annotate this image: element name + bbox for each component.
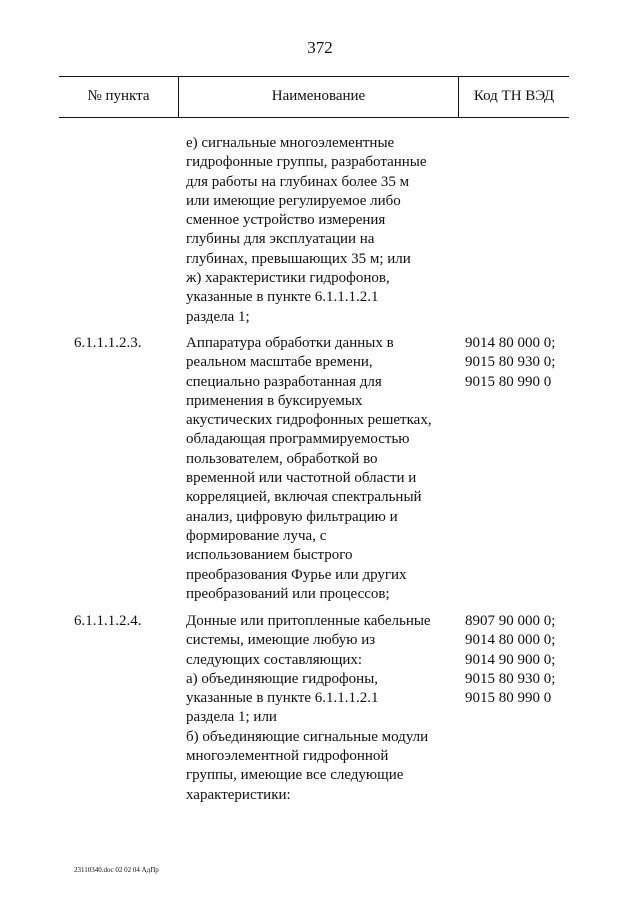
- tnved-code: 9014 80 000 0;: [465, 335, 556, 351]
- page-number: 372: [307, 38, 333, 57]
- text-line: специально разработанная для: [186, 373, 382, 390]
- text-line: пользователем, обработкой во: [186, 450, 378, 467]
- table-header-bottom-rule: [59, 117, 569, 118]
- text-line: системы, имеющие любую из: [186, 632, 376, 649]
- table-header-top-rule: [59, 76, 569, 77]
- tnved-code: 9015 80 930 0;: [465, 670, 556, 687]
- text-line: а) объединяющие гидрофоны,: [186, 670, 379, 687]
- text-line: раздела 1; или: [186, 709, 277, 726]
- text-line: ж) характеристики гидрофонов,: [186, 270, 390, 287]
- text-line: формирование луча, с: [186, 527, 327, 544]
- text-line: группы, имеющие все следующие: [186, 767, 404, 784]
- text-line: е) сигнальные многоэлементные: [186, 135, 395, 151]
- tnved-code: 9014 90 900 0;: [465, 651, 556, 668]
- text-line: Донные или притопленные кабельные: [186, 613, 431, 629]
- tnved-code: 9015 80 990 0: [465, 373, 552, 390]
- tnved-code: 9014 80 000 0;: [465, 632, 556, 649]
- text-line: раздела 1;: [186, 308, 250, 325]
- text-line: реальном масштабе времени,: [186, 354, 373, 371]
- text-line: следующих составляющих:: [186, 651, 363, 668]
- row-number: 6.1.1.1.2.3.: [74, 335, 142, 351]
- text-line: обладающая программируемостью: [186, 431, 410, 448]
- text-line: гидрофонные группы, разработанные: [186, 154, 427, 171]
- text-line: указанные в пункте 6.1.1.1.2.1: [186, 289, 379, 306]
- tnved-code: 9015 80 990 0: [465, 690, 552, 707]
- text-line: многоэлементной гидрофонной: [186, 748, 389, 765]
- text-line: Аппаратура обработки данных в: [186, 335, 394, 351]
- text-line: анализ, цифровую фильтрацию и: [186, 508, 398, 525]
- text-line: корреляцией, включая спектральный: [186, 489, 422, 506]
- text-line: указанные в пункте 6.1.1.1.2.1: [186, 690, 379, 707]
- header-col-code: Код ТН ВЭД: [473, 88, 555, 104]
- text-line: для работы на глубинах более 35 м: [186, 173, 410, 190]
- text-line: сменное устройство измерения: [186, 212, 386, 229]
- row-description: [186, 612, 431, 805]
- row-description: [186, 334, 432, 604]
- text-line: применения в буксируемых: [186, 392, 363, 409]
- text-line: временной или частотной области и: [186, 470, 417, 487]
- header-col-number: № пункта: [87, 88, 150, 104]
- text-line: глубинах, превышающих 35 м; или: [186, 250, 411, 267]
- text-line: использованием быстрого: [186, 547, 353, 564]
- row-number: 6.1.1.1.2.4.: [74, 613, 142, 629]
- tnved-code: 8907 90 000 0;: [465, 613, 556, 629]
- row-codes: [465, 334, 555, 392]
- text-line: акустических гидрофонных решетках,: [186, 412, 432, 429]
- text-line: характеристики:: [186, 786, 291, 803]
- header-col-name: Наименование: [271, 88, 366, 104]
- continuation-description: [186, 134, 427, 327]
- text-line: преобразований или процессов;: [186, 585, 390, 602]
- text-line: глубины для эксплуатации на: [186, 231, 375, 248]
- text-line: б) объединяющие сигнальные модули: [186, 728, 429, 745]
- tnved-code: 9015 80 930 0;: [465, 354, 556, 371]
- text-line: или имеющие регулируемое либо: [186, 192, 401, 209]
- document-footer: 23110340.doc 02 02 04 АдПр: [74, 866, 159, 874]
- text-line: преобразования Фурье или других: [186, 566, 407, 583]
- row-codes: [465, 612, 555, 708]
